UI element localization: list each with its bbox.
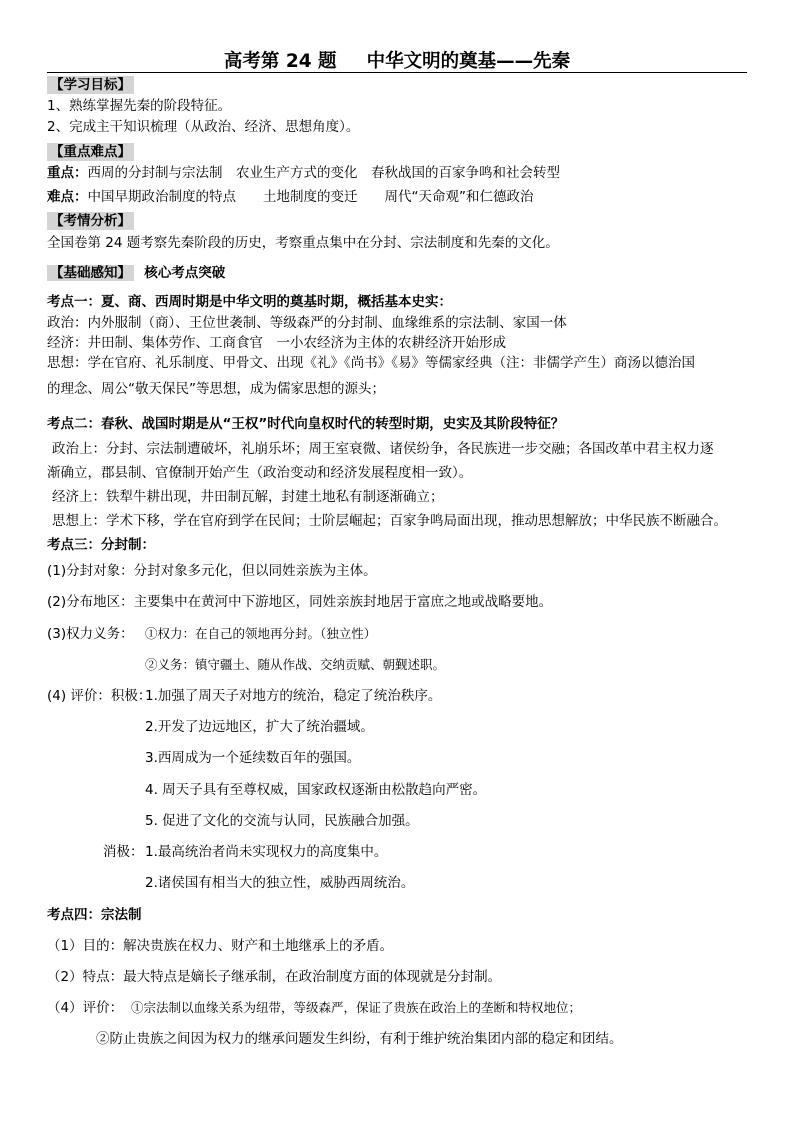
kp3-negative-label: 消极：	[103, 844, 144, 860]
kp4-purpose: （1）目的：解决贵族在权力、财产和土地继承上的矛盾。	[47, 938, 394, 954]
kp3-heading: 考点三：分封制：	[47, 537, 155, 553]
kp3-rights: ①权力：在自己的领地再分封。（独立性）	[145, 626, 377, 641]
goal-item: 1、熟练掌握先秦的阶段特征。	[47, 98, 232, 114]
kp4-eval: ①宗法制以血缘关系为纽带，等级森严，保证了贵族在政治上的垄断和特权地位；	[131, 1000, 582, 1015]
focus-line	[47, 164, 560, 182]
kp1-economy: 经济：井田制、集体劳作、工商食官 一小农经济为主体的农耕经济开始形成	[47, 335, 506, 351]
kp2-politics: 政治上：分封、宗法制遭破坏，礼崩乐坏；周王室衰微、诸侯纷争，各民族进一步交融；各国改革中君主权力逐	[52, 441, 714, 457]
title-part2: 中华文明的奠基——先秦	[366, 51, 571, 72]
title-underline	[47, 72, 747, 73]
difficulty-label: 难点：	[47, 189, 88, 205]
basics-heading-line	[47, 264, 225, 282]
analysis-heading: 【考情分析】	[47, 212, 134, 230]
difficulty-line	[47, 188, 534, 206]
page-title	[0, 47, 794, 73]
kp3-duties: ②义务：镇守疆土、随从作战、交纳贡赋、朝觐述职。	[145, 657, 446, 672]
kp4-feature: （2）特点：最大特点是嫡长子继承制，在政治制度方面的体现就是分封制。	[47, 969, 502, 985]
basics-subheading: 核心考点突破	[144, 265, 226, 281]
kp3-negative: 2.诸侯国有相当大的独立性，威胁西周统治。	[145, 875, 415, 891]
focus-text: 西周的分封制与宗法制 农业生产方式的变化 春秋战国的百家争鸣和社会转型	[87, 165, 560, 181]
kp1-heading: 考点一：夏、商、西周时期是中华文明的奠基时期，概括基本史实：	[47, 294, 452, 310]
focus-label: 重点：	[47, 165, 88, 181]
kp3-rights-label: (3)权力义务：	[47, 626, 134, 642]
kp3-positive: 5. 促进了文化的交流与认同，民族融合加强。	[145, 813, 419, 829]
kp2-economy: 经济上：铁犁牛耕出现，井田制瓦解，封建土地私有制逐渐确立；	[52, 489, 444, 505]
kp1-thought-cont: 的理念、周公“敬天保民”等思想，成为儒家思想的源头；	[47, 381, 385, 397]
kp1-politics: 政治：内外服制（商）、王位世袭制、等级森严的分封制、血缘维系的宗法制、家国一体	[47, 315, 567, 331]
analysis-text: 全国卷第 24 题考察先秦阶段的历史，考察重点集中在分封、宗法制度和先秦的文化。	[47, 235, 559, 251]
goals-heading: 【学习目标】	[47, 76, 134, 94]
title-part1: 高考第 24 题	[223, 51, 337, 72]
kp3-positive: 1.加强了周天子对地方的统治，稳定了统治秩序。	[145, 688, 442, 704]
kp3-target: (1)分封对象：分封对象多元化，但以同姓亲族为主体。	[47, 563, 377, 579]
kp3-negative: 1.最高统治者尚未实现权力的高度集中。	[145, 844, 388, 860]
kp4-heading: 考点四：宗法制	[47, 907, 142, 923]
goal-item: 2、完成主干知识梳理（从政治、经济、思想角度）。	[47, 119, 360, 135]
keypoints-heading: 【重点难点】	[47, 143, 134, 161]
kp3-positive: 4. 周天子具有至尊权威，国家政权逐渐由松散趋向严密。	[145, 782, 487, 798]
kp4-eval: ②防止贵族之间因为权力的继承问题发生纠纷，有利于维护统治集团内部的稳定和团结。	[96, 1031, 623, 1047]
kp4-eval-label: （4）评价：	[47, 1000, 124, 1016]
kp3-eval-label: (4) 评价：积极：	[47, 688, 152, 704]
kp3-positive: 2.开发了边远地区，扩大了统治疆域。	[145, 719, 374, 735]
kp1-thought: 思想：学在官府、礼乐制度、甲骨文、出现《礼》《尚书》《易》等儒家经典（注：非儒学产生）商汤以德治国	[47, 355, 695, 371]
basics-heading: 【基础感知】	[47, 265, 134, 281]
kp2-thought: 思想上：学术下移，学在官府到学在民间；士阶层崛起；百家争鸣局面出现，推动思想解放；中华民族不断融合。	[52, 513, 727, 529]
kp3-positive: 3.西周成为一个延续数百年的强国。	[145, 750, 361, 766]
difficulty-text: 中国早期政治制度的特点 土地制度的变迁 周代“天命观”和仁德政治	[87, 189, 534, 205]
kp2-heading: 考点二：春秋、战国时期是从“王权”时代向皇权时代的转型时期，史实及其阶段特征？	[47, 416, 565, 432]
kp2-politics-cont: 渐确立，郡县制、官僚制开始产生（政治变动和经济发展程度相一致）。	[47, 465, 473, 481]
kp3-region: (2)分布地区：主要集中在黄河中下游地区，同姓亲族封地居于富庶之地或战略要地。	[47, 594, 553, 610]
